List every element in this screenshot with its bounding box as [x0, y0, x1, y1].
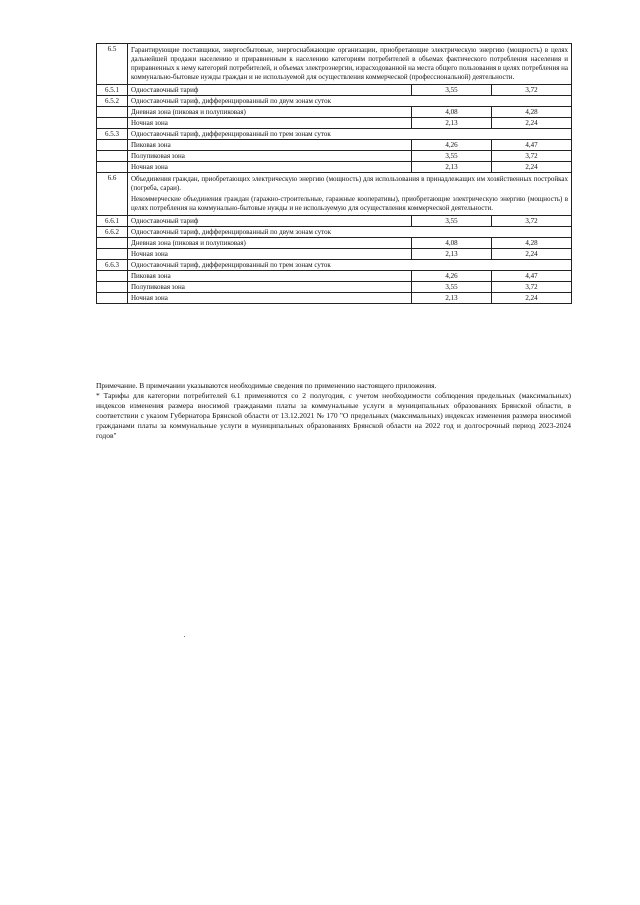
notes-section: [96, 381, 571, 441]
tariff-group-label: Одноставочный тариф, дифференцированный по трем зонам суток: [128, 260, 572, 271]
table-row: [97, 151, 572, 162]
category-description-cell: [128, 173, 572, 216]
tariff-label: Пиковая зона: [128, 271, 412, 282]
row-number-cell: [97, 118, 128, 129]
footnote-text: * Тарифы для категории потребителей 6.1 применяются со 2 полугодия, с учетом необходимости соблюдения предельных (максимальных) индексов изменения размера вносимой гражданами платы за коммунальные услуги в муниципальных образованиях Брянской области, в соответствии с указом Губернатора Брянской области от 13.12.2021 № 170 "О предельных (максимальных) индексах изменения размера вносимой гражданами платы за коммунальные услуги в муниципальных образованиях Брянской области на 2022 год и долгосрочный период 2023-2024 годов": [96, 391, 571, 440]
tariff-value-first-half: 2,13: [412, 249, 492, 260]
tariff-value-second-half: 3,72: [492, 85, 572, 96]
tariff-value-first-half: 2,13: [412, 293, 492, 304]
tariff-value-second-half: 3,72: [492, 282, 572, 293]
row-number-cell: [97, 140, 128, 151]
table-row: [97, 173, 572, 216]
tariff-value-first-half: 2,13: [412, 162, 492, 173]
tariff-value-second-half: 3,72: [492, 151, 572, 162]
tariff-label: Дневная зона (пиковая и полупиковая): [128, 238, 412, 249]
tariff-label: Одноставочный тариф: [128, 85, 412, 96]
tariff-table: [96, 43, 572, 304]
tariff-value-first-half: 3,55: [412, 85, 492, 96]
tariff-label: Ночная зона: [128, 293, 412, 304]
table-row: [97, 249, 572, 260]
tariff-group-label: Одноставочный тариф, дифференцированный по трем зонам суток: [128, 129, 572, 140]
row-number-cell: [97, 238, 128, 249]
table-row: [97, 96, 572, 107]
tariff-value-second-half: 2,24: [492, 249, 572, 260]
tariff-value-first-half: 4,08: [412, 238, 492, 249]
tariff-group-label: Одноставочный тариф, дифференцированный по двум зонам суток: [128, 96, 572, 107]
tariff-value-first-half: 4,08: [412, 107, 492, 118]
row-number-cell: 6.5.1: [97, 85, 128, 96]
row-number-cell: [97, 271, 128, 282]
row-number-cell: 6.6.1: [97, 216, 128, 227]
note-text: Примечание. В примечании указываются необходимые сведения по применению настоящего приложения.: [96, 381, 437, 390]
category-description-cell: [128, 44, 572, 85]
tariff-value-first-half: 3,55: [412, 151, 492, 162]
row-number-cell: [97, 107, 128, 118]
table-row: [97, 293, 572, 304]
tariff-value-second-half: 2,24: [492, 162, 572, 173]
tariff-table-container: [96, 43, 571, 304]
table-row: [97, 162, 572, 173]
tariff-value-second-half: 4,47: [492, 271, 572, 282]
tariff-value-first-half: 2,13: [412, 118, 492, 129]
table-row: [97, 118, 572, 129]
table-row: [97, 216, 572, 227]
row-number-cell: [97, 249, 128, 260]
tariff-group-label: Одноставочный тариф, дифференцированный по двум зонам суток: [128, 227, 572, 238]
table-row: [97, 140, 572, 151]
row-number-cell: 6.6: [97, 173, 128, 216]
tariff-value-second-half: 4,47: [492, 140, 572, 151]
table-row: [97, 271, 572, 282]
tariff-label: Пиковая зона: [128, 140, 412, 151]
tariff-value-second-half: 2,24: [492, 118, 572, 129]
table-row: [97, 107, 572, 118]
tariff-value-first-half: 4,26: [412, 140, 492, 151]
table-row: [97, 227, 572, 238]
row-number-cell: 6.5.2: [97, 96, 128, 107]
row-number-cell: [97, 151, 128, 162]
category-description: Объединения граждан, приобретающих электрическую энергию (мощность) для использования в принадлежащих им хозяйственных постройках (погреба, сараи).: [131, 175, 569, 192]
tariff-value-second-half: 3,72: [492, 216, 572, 227]
tariff-label: Полупиковая зона: [128, 282, 412, 293]
row-number-cell: 6.6.2: [97, 227, 128, 238]
row-number-cell: 6.5: [97, 44, 128, 85]
category-description: Некоммерческие объединения граждан (гаражно-строительные, гаражные кооперативы), приобретающие электрическую энергию (мощность) в целях потребления на коммунально-бытовые нужды и не используемую для осуществления коммерческой деятельности.: [131, 195, 569, 212]
scan-speck: [184, 636, 185, 637]
row-number-cell: [97, 293, 128, 304]
tariff-table-body: [97, 44, 572, 304]
tariff-value-first-half: 4,26: [412, 271, 492, 282]
tariff-label: Ночная зона: [128, 162, 412, 173]
table-row: [97, 238, 572, 249]
tariff-value-second-half: 4,28: [492, 238, 572, 249]
table-row: [97, 85, 572, 96]
category-description: Гарантирующие поставщики, энергосбытовые, энергоснабжающие организации, приобретающие электрическую энергию (мощность) в целях дальнейшей продажи населению и приравненным к населению категориям потребителей в объемах фактического потребления населения и приравненных к нему категорий потребителей, и объемах электроэнергии, израсходованной на места общего пользования в целях потребления на коммунально-бытовые нужды граждан и не используемой для осуществления коммерческой (профессиональной) деятельности.: [131, 46, 569, 81]
tariff-label: Ночная зона: [128, 118, 412, 129]
tariff-label: Ночная зона: [128, 249, 412, 260]
row-number-cell: 6.5.3: [97, 129, 128, 140]
tariff-value-second-half: 2,24: [492, 293, 572, 304]
table-row: [97, 282, 572, 293]
tariff-value-second-half: 4,28: [492, 107, 572, 118]
tariff-label: Одноставочный тариф: [128, 216, 412, 227]
table-row: [97, 44, 572, 85]
table-row: [97, 129, 572, 140]
row-number-cell: 6.6.3: [97, 260, 128, 271]
tariff-value-first-half: 3,55: [412, 282, 492, 293]
tariff-label: Полупиковая зона: [128, 151, 412, 162]
table-row: [97, 260, 572, 271]
tariff-value-first-half: 3,55: [412, 216, 492, 227]
row-number-cell: [97, 162, 128, 173]
row-number-cell: [97, 282, 128, 293]
tariff-label: Дневная зона (пиковая и полупиковая): [128, 107, 412, 118]
